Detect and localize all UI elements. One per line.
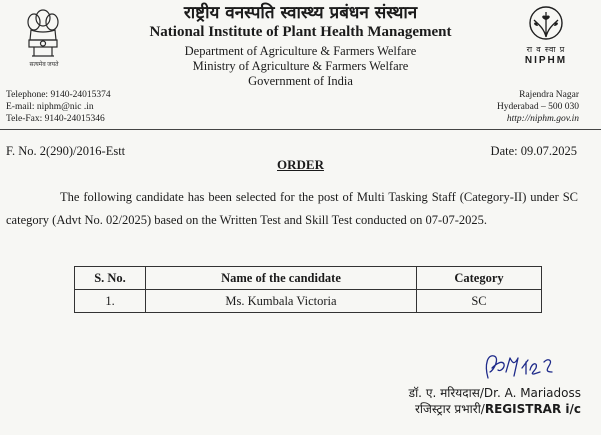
signatory-name: डॉ. ए. मरियदास/Dr. A. Mariadoss [408,386,581,400]
cell-sno: 1. [75,290,146,313]
department-line: Department of Agriculture & Farmers Welfare [184,44,417,58]
hindi-org-name: राष्ट्रीय वनस्पति स्वास्थ्य प्रबंधन संस्थान [183,3,418,23]
candidate-table [74,266,542,313]
col-header-category: Category [417,267,542,290]
order-date: Date: 09.07.2025 [490,144,577,158]
designation-english: REGISTRAR i/c [484,402,581,416]
government-line: Government of India [248,74,353,88]
order-heading: ORDER [277,157,324,172]
emblem-caption: सत्यमेव जयते [29,62,59,68]
table-row [75,290,542,313]
logo-acronym: NIPHM [524,55,568,66]
website-link[interactable]: http://niphm.gov.in [506,114,579,124]
cell-candidate-name: Ms. Kumbala Victoria [146,290,417,313]
handwritten-signature [474,350,564,386]
header-divider [0,129,601,130]
ministry-line: Ministry of Agriculture & Farmers Welfare [192,59,409,73]
telephone: Telephone: 9140-24015374 [6,90,111,100]
org-name: National Institute of Plant Health Management [149,24,452,40]
designation-hindi: रजिस्ट्रार प्रभारी/ [414,402,485,416]
address-line-1: Rajendra Nagar [519,90,579,100]
col-header-sno: S. No. [75,267,146,290]
logo-hindi-text: रा व स्वा प्र [526,45,566,54]
signatory-designation [415,400,581,417]
table-header-row [75,267,542,290]
telefax: Tele-Fax: 9140-24015346 [6,114,105,124]
email: E-mail: niphm@nic .in [6,102,94,112]
order-body-paragraph: The following candidate has been selected for the post of Multi Tasking Staff (Category-II) under SC category (Advt No. 02/2025) based on the Written Test and Skill Test conducted on 07-07-2025. [6,190,578,227]
address-line-2: Hyderabad – 500 030 [496,102,579,112]
col-header-name: Name of the candidate [146,267,417,290]
cell-category: SC [417,290,542,313]
file-number: F. No. 2(290)/2016-Estt [6,144,126,158]
